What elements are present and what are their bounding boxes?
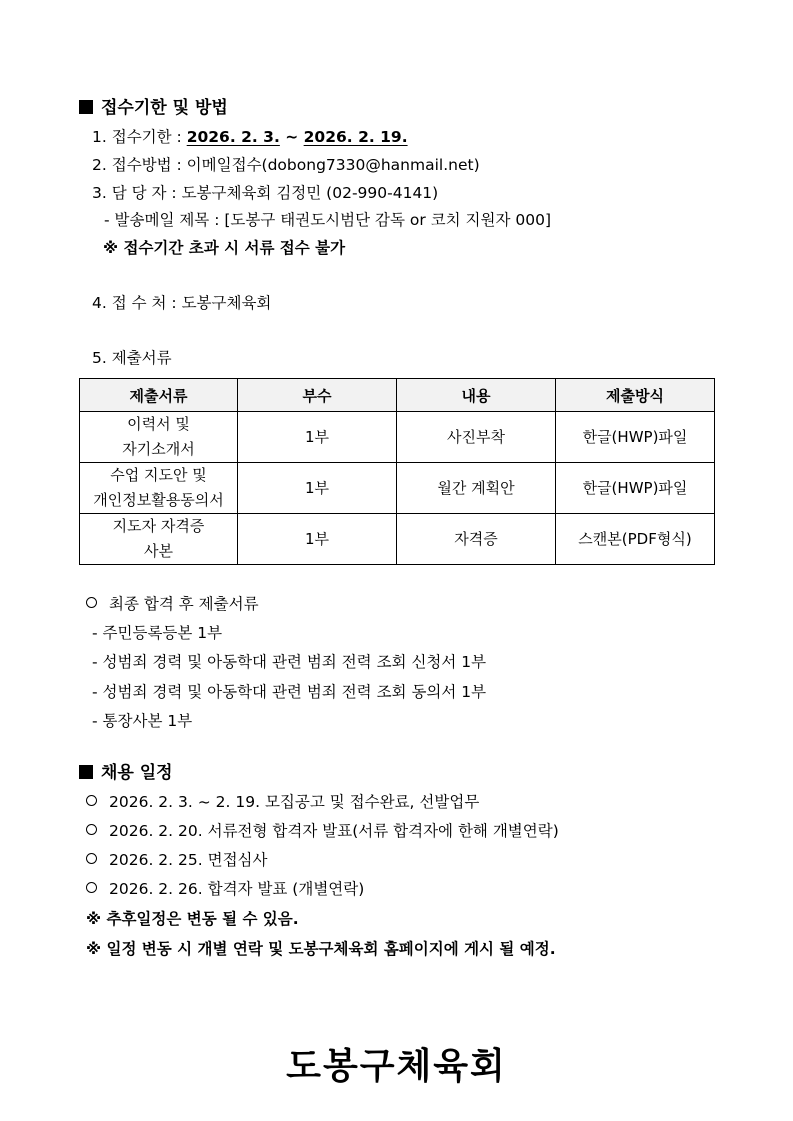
mail-subject-line: - 발송메일 제목 : [도봉구 태권도시범단 감독 or 코치 지원자 000]	[104, 211, 552, 229]
deadline-warning: ※ 접수기간 초과 시 서류 접수 불가	[103, 239, 346, 257]
list-item: - 성범죄 경력 및 아동학대 관련 범죄 전력 조회 동의서 1부	[92, 683, 487, 701]
section-heading-schedule: 채용 일정	[79, 758, 173, 783]
circle-bullet-icon	[86, 824, 97, 835]
schedule-item: 2026. 2. 25. 면접심사	[86, 848, 268, 870]
doc-name-cell: 이력서 및 자기소개서	[80, 412, 238, 463]
circle-bullet-icon	[86, 795, 97, 806]
contact-line: 3. 담 당 자 : 도봉구체육회 김정민 (02-990-4141)	[92, 184, 439, 202]
table-row	[80, 412, 715, 463]
place-line: 4. 접 수 처 : 도봉구체육회	[92, 294, 272, 312]
method-line: 2. 접수방법 : 이메일접수(dobong7330@hanmail.net)	[92, 156, 480, 174]
schedule-note: ※ 추후일정은 변동 될 수 있음.	[86, 910, 299, 928]
circle-bullet-icon	[86, 882, 97, 893]
copies-cell: 1부	[238, 514, 397, 565]
method-cell: 한글(HWP)파일	[556, 412, 715, 463]
doc-name-cell: 수업 지도안 및 개인정보활용동의서	[80, 463, 238, 514]
table-header: 부수	[238, 379, 397, 412]
list-item: - 통장사본 1부	[92, 712, 193, 730]
list-item: - 주민등록등본 1부	[92, 624, 223, 642]
table-header: 내용	[397, 379, 556, 412]
documents-table	[79, 378, 715, 565]
docs-title: 5. 제출서류	[92, 349, 172, 367]
table-header: 제출서류	[80, 379, 238, 412]
circle-bullet-icon	[86, 597, 97, 608]
copies-cell: 1부	[238, 412, 397, 463]
doc-name-cell: 지도자 자격증 사본	[80, 514, 238, 565]
circle-bullet-icon	[86, 853, 97, 864]
schedule-item: 2026. 2. 26. 합격자 발표 (개별연락)	[86, 877, 364, 899]
content-cell: 월간 계획안	[397, 463, 556, 514]
content-cell: 자격증	[397, 514, 556, 565]
content-cell: 사진부착	[397, 412, 556, 463]
black-square-icon	[79, 100, 93, 114]
table-row	[80, 514, 715, 565]
black-square-icon	[79, 765, 93, 779]
schedule-item: 2026. 2. 3. ~ 2. 19. 모집공고 및 접수완료, 선발업무	[86, 790, 479, 812]
table-header: 제출방식	[556, 379, 715, 412]
deadline-start: 2026. 2. 3.	[186, 128, 280, 146]
final-docs-title: 최종 합격 후 제출서류	[86, 592, 259, 614]
table-row	[80, 463, 715, 514]
section-heading-application: 접수기한 및 방법	[79, 93, 228, 118]
organization-footer: 도봉구체육회	[286, 1046, 507, 1087]
deadline-line: 1. 접수기한 : 2026. 2. 3. ~ 2026. 2. 19.	[92, 128, 408, 146]
method-cell: 한글(HWP)파일	[556, 463, 715, 514]
list-item: - 성범죄 경력 및 아동학대 관련 범죄 전력 조회 신청서 1부	[92, 653, 487, 671]
copies-cell: 1부	[238, 463, 397, 514]
schedule-item: 2026. 2. 20. 서류전형 합격자 발표(서류 합격자에 한해 개별연락)	[86, 819, 559, 841]
table-header-row	[80, 379, 715, 412]
schedule-note: ※ 일정 변동 시 개별 연락 및 도봉구체육회 홈페이지에 게시 될 예정.	[86, 940, 556, 958]
deadline-end: 2026. 2. 19.	[303, 128, 408, 146]
method-cell: 스캔본(PDF형식)	[556, 514, 715, 565]
